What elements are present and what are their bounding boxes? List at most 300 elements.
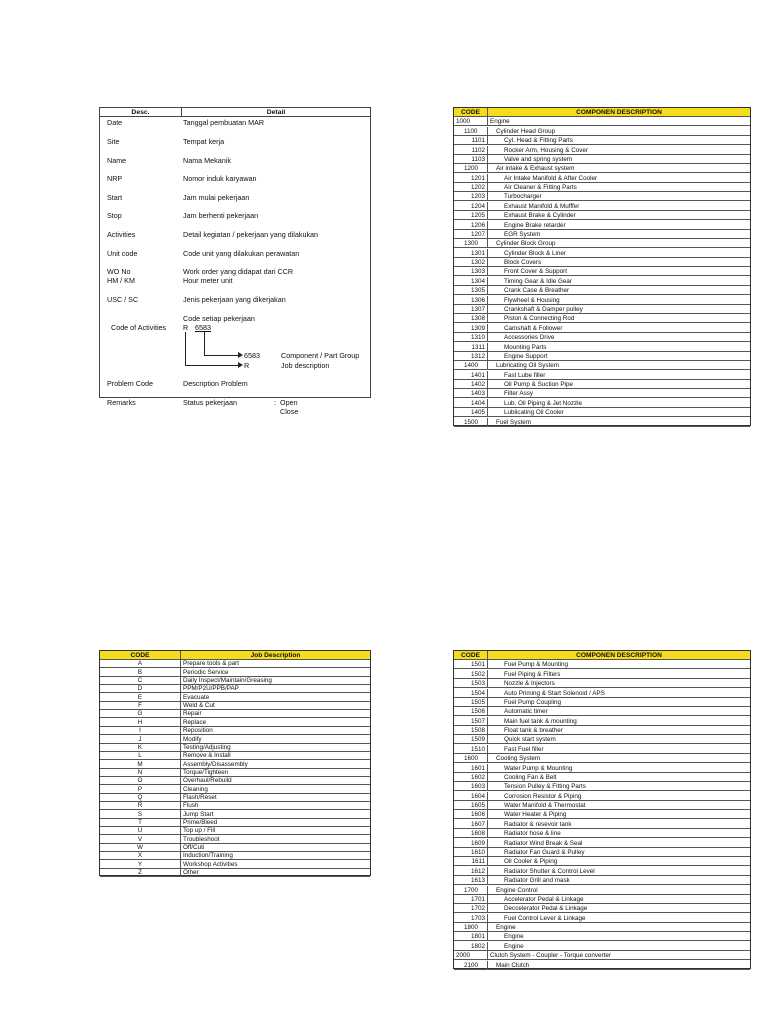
code-example-number: 6583 <box>195 323 211 332</box>
table-row <box>100 868 370 877</box>
table-row-code: 1102 <box>454 146 488 155</box>
table-row <box>454 277 750 286</box>
legend-label-site: Site <box>107 137 120 146</box>
table-row-description: Radiator Wind Break & Seal <box>504 839 583 847</box>
table-row-description: Cylinder Block & Liner <box>504 249 566 257</box>
table-row <box>454 418 750 427</box>
legend-label-stop: Stop <box>107 211 122 220</box>
table-row-code: 1311 <box>454 343 488 352</box>
table-row <box>454 296 750 305</box>
table-row-description: Oil Pump & Suction Pipe <box>504 381 573 389</box>
legend-label-usc-sc: USC / SC <box>107 295 139 304</box>
table-row-description: Lublicating Oil Cooler <box>504 409 564 417</box>
table-row-description: Fast Lube filler <box>504 371 546 379</box>
table-row-code: 1401 <box>454 371 488 380</box>
table-row-code: 1501 <box>454 660 488 669</box>
table-row-code: 1205 <box>454 211 488 220</box>
legend-detail-code-of-activities: Code setiap pekerjaan <box>183 314 255 323</box>
legend-label-remarks: Remarks <box>107 398 136 407</box>
table-row-description: Cooling Fan & Belt <box>504 773 557 781</box>
table-row-code: 1611 <box>454 857 488 866</box>
table-row <box>454 333 750 342</box>
table-row <box>454 305 750 314</box>
legend-label-hm-km: HM / KM <box>107 276 135 285</box>
table-row-description: Engine Brake retarder <box>504 221 566 229</box>
table-row-description: Replace <box>183 718 207 726</box>
table-row-code: 2100 <box>454 961 488 970</box>
legend-detail-wo-no: Work order yang didapat dari CCR <box>183 267 294 276</box>
table-row-description: Crankshaft & Damper pulley <box>504 305 583 313</box>
table-row-code: 2000 <box>454 951 488 960</box>
table-row-description: Workshop Activities <box>183 860 238 868</box>
table-row <box>454 773 750 782</box>
legend-label-start: Start <box>107 193 123 202</box>
table-row-description: Accessories Drive <box>504 334 555 342</box>
legend-detail-nrp: Nomor induk karyawan <box>183 174 257 183</box>
table-row <box>454 361 750 370</box>
table-row-code: 1103 <box>454 155 488 164</box>
table-row-code: 1100 <box>454 127 488 136</box>
table-row <box>454 886 750 895</box>
table-row-description: Main Clutch <box>496 961 530 969</box>
table-row-description: Cleaning <box>183 785 208 793</box>
table-row-code: 1304 <box>454 277 488 286</box>
table-row-code: Y <box>100 860 181 869</box>
table-row-description: Fast Fuel filler <box>504 745 544 753</box>
table-row-description: Water Manifold & Thermostat <box>504 802 586 810</box>
table-row-description: Air Intake Manifold & After Cooler <box>504 174 598 182</box>
table-row-description: Block Covers <box>504 259 542 267</box>
table-row <box>454 660 750 669</box>
table-row-code: 1201 <box>454 174 488 183</box>
table-row <box>454 754 750 763</box>
table-row-description: Fuel Piping & Filters <box>504 670 561 678</box>
table-row <box>454 146 750 155</box>
table-row <box>454 820 750 829</box>
table-row-code: A <box>100 659 181 668</box>
comp1-header-row-code: CODE <box>454 108 488 117</box>
table-row-code: U <box>100 826 181 835</box>
table-row-description: Fuel System <box>496 418 531 426</box>
table-row-description: Weld & Cut <box>183 702 215 710</box>
table-row <box>454 961 750 970</box>
table-row-description: Torque/Tighteen <box>183 768 229 776</box>
legend-detail-remarks: Status pekerjaan <box>183 398 237 407</box>
table-row-code: 1802 <box>454 942 488 951</box>
table-row-code: 1300 <box>454 239 488 248</box>
table-row-code: P <box>100 785 181 794</box>
table-row <box>454 155 750 164</box>
table-row-code: 1602 <box>454 773 488 782</box>
table-row-code: 1507 <box>454 717 488 726</box>
table-row-code: 1203 <box>454 192 488 201</box>
table-row-description: Corrosion Resistor & Piping <box>504 792 582 800</box>
table-row <box>454 183 750 192</box>
table-row-description: Flash/Reset <box>183 793 217 801</box>
component-table-2 <box>453 650 751 969</box>
table-row-description: Front Cover & Support <box>504 268 567 276</box>
status-separator: : <box>274 398 276 407</box>
table-row-description: Modify <box>183 735 202 743</box>
legend-label-name: Name <box>107 156 127 165</box>
table-row-code: 1310 <box>454 333 488 342</box>
job-description-table <box>99 650 371 876</box>
arrow-right-icon <box>238 362 243 368</box>
table-row-code: 1305 <box>454 286 488 295</box>
table-row-description: Oil Cooler & Piping <box>504 858 558 866</box>
table-row-description: Prepare tools & part <box>183 660 240 668</box>
table-row-description: Cylinder Head Group <box>496 127 556 135</box>
table-row <box>454 221 750 230</box>
table-row-description: Tension Pulley & Fitting Parts <box>504 783 586 791</box>
table-row <box>454 192 750 201</box>
legend-detail-name: Nama Mekanik <box>183 156 231 165</box>
table-row <box>454 286 750 295</box>
arrow-right-icon <box>238 352 243 358</box>
table-row <box>454 343 750 352</box>
table-row-code: 1402 <box>454 380 488 389</box>
table-row-description: Lub. Oil Piping & Jet Nozzle <box>504 399 583 407</box>
table-row <box>454 839 750 848</box>
table-row <box>454 735 750 744</box>
table-row <box>454 211 750 220</box>
table-row-code: 1504 <box>454 689 488 698</box>
arrow-meaning-component: Component / Part Group <box>281 351 360 360</box>
table-row-code: 1509 <box>454 735 488 744</box>
table-row-code: H <box>100 718 181 727</box>
table-row <box>454 810 750 819</box>
table-row <box>454 324 750 333</box>
table-row-code: 1502 <box>454 670 488 679</box>
table-row-code: 1207 <box>454 230 488 239</box>
legend-header-desc: Desc. <box>100 108 181 117</box>
table-row-description: Troubleshoot <box>183 835 220 843</box>
table-row <box>454 399 750 408</box>
table-row-code: 1606 <box>454 810 488 819</box>
legend-detail-problem-code: Description Problem <box>183 379 248 388</box>
table-row-description: Flywheel & Housing <box>504 296 560 304</box>
table-row-description: Air intake & Exhaust system <box>496 165 575 173</box>
table-row-code: 1505 <box>454 698 488 707</box>
table-row-description: Other <box>183 869 199 877</box>
table-row-code: 1500 <box>454 418 488 427</box>
table-row-code: 1607 <box>454 820 488 829</box>
table-row-description: Piston & Connecting Rod <box>504 315 575 323</box>
table-row <box>454 801 750 810</box>
table-row-code: J <box>100 735 181 744</box>
legend-header-detail: Detail <box>181 108 371 117</box>
table-row <box>454 230 750 239</box>
table-row-description: Exhaust Manifold & Mufffer <box>504 202 580 210</box>
connector-branch-number <box>204 355 238 356</box>
table-row-code: 1404 <box>454 399 488 408</box>
table-row-description: Mounting Parts <box>504 343 547 351</box>
table-row <box>454 942 750 951</box>
table-row-description: Cyl. Head & Fitting Parts <box>504 137 573 145</box>
table-row-code: 1613 <box>454 876 488 885</box>
table-row <box>454 792 750 801</box>
table-row-code: 1405 <box>454 408 488 417</box>
table-row-description: Nozzle & Injectors <box>504 680 555 688</box>
table-row-code: 1801 <box>454 932 488 941</box>
table-row <box>454 371 750 380</box>
table-row-description: Lubricating Oil System <box>496 362 559 370</box>
table-row-code: O <box>100 776 181 785</box>
table-row <box>454 867 750 876</box>
table-row <box>454 136 750 145</box>
table-row <box>454 857 750 866</box>
table-row <box>454 726 750 735</box>
table-row-code: 1503 <box>454 679 488 688</box>
table-row-description: Repair <box>183 710 202 718</box>
table-row-description: Radiator Fan Guard & Pulley <box>504 848 585 856</box>
table-row-code: 1303 <box>454 267 488 276</box>
table-row <box>454 895 750 904</box>
table-row-code: K <box>100 743 181 752</box>
table-row-description: Accelerator Pedal & Linkage <box>504 895 584 903</box>
table-row-code: 1701 <box>454 895 488 904</box>
table-row-code: 1000 <box>454 117 488 126</box>
table-row-code: X <box>100 851 181 860</box>
legend-detail-start: Jam mulai pekerjaan <box>183 193 250 202</box>
table-row <box>454 202 750 211</box>
comp2-header-row-code: CODE <box>454 651 488 660</box>
table-row-description: EGR System <box>504 230 541 238</box>
table-row <box>454 717 750 726</box>
legend-label-nrp: NRP <box>107 174 123 183</box>
table-row-description: Engine Control <box>496 886 538 894</box>
arrow-code-letter: R <box>244 361 250 370</box>
comp1-header-row-description: COMPONEN DESCRIPTION <box>576 109 662 116</box>
table-row-description: Overhaul/Rebuild <box>183 777 232 785</box>
comp2-header-row <box>454 651 750 660</box>
table-row-code: 1601 <box>454 764 488 773</box>
arrow-meaning-job: Job description <box>281 361 330 370</box>
component-table-1 <box>453 107 751 426</box>
table-row-code: 1306 <box>454 296 488 305</box>
table-row <box>454 848 750 857</box>
table-row-code: 1604 <box>454 792 488 801</box>
legend-detail-date: Tanggal pembuatan MAR <box>183 118 265 127</box>
table-row-description: Float tank & breather <box>504 727 563 735</box>
legend-label-unit-code: Unit code <box>107 249 138 258</box>
table-row-description: Top up / Fill <box>183 827 216 835</box>
comp1-header-row <box>454 108 750 117</box>
legend-detail-site: Tempat kerja <box>183 137 225 146</box>
table-row-description: Radiator hose & line <box>504 830 561 838</box>
table-row-code: G <box>100 709 181 718</box>
table-row-description: Engine <box>504 933 524 941</box>
connector-line-number <box>204 332 205 355</box>
table-row-code: 1605 <box>454 801 488 810</box>
table-row-description: Prime/Bleed <box>183 819 218 826</box>
status-open: Open <box>280 398 298 407</box>
table-row-description: Air Cleaner & Fitting Parts <box>504 184 577 192</box>
table-row-code: 1609 <box>454 839 488 848</box>
table-row-description: Engine Support <box>504 352 548 360</box>
table-row-description: Induction/Training <box>183 852 233 860</box>
legend-table <box>99 107 371 416</box>
table-row-code: 1702 <box>454 904 488 913</box>
table-row-code: 1608 <box>454 829 488 838</box>
table-row-code: 1312 <box>454 352 488 361</box>
table-row-code: D <box>100 684 181 693</box>
table-row-description: Auto Priming & Start Solenoid / APS <box>504 689 605 697</box>
table-row <box>454 174 750 183</box>
table-row-code: 1302 <box>454 258 488 267</box>
table-row-description: Filter Assy <box>504 390 534 398</box>
table-row-description: Valve and spring system <box>504 155 573 163</box>
table-row-description: Engine <box>496 924 516 932</box>
legend-detail-hm-km: Hour meter unit <box>183 276 233 285</box>
table-row-description: Automatic timer <box>504 708 548 716</box>
table-row-description: Cylinder Block Group <box>496 240 556 248</box>
table-row-description: Flush <box>183 802 199 810</box>
table-row <box>454 876 750 885</box>
table-row <box>454 249 750 258</box>
legend-detail-usc-sc: Jenis pekerjaan yang dikerjakan <box>183 295 286 304</box>
table-row-code: N <box>100 768 181 777</box>
legend-detail-stop: Jam berhenti pekerjaan <box>183 211 259 220</box>
table-row-code: 1700 <box>454 886 488 895</box>
table-row-code: R <box>100 801 181 810</box>
table-row <box>454 745 750 754</box>
table-row-description: Cooling System <box>496 755 541 763</box>
table-row-code: B <box>100 668 181 677</box>
table-row <box>454 679 750 688</box>
table-row-description: Daily Inspect/Maintain/Greasing <box>183 677 272 685</box>
table-row-code: 1506 <box>454 707 488 716</box>
table-row-description: Radiator & resevoir tank <box>504 820 572 828</box>
table-row <box>454 314 750 323</box>
table-row <box>454 923 750 932</box>
table-row-description: Water Heater & Piping <box>504 811 567 819</box>
legend-label-problem-code: Problem Code <box>107 379 153 388</box>
table-row-description: Evacuate <box>183 693 210 701</box>
table-row-code: W <box>100 843 181 852</box>
table-row <box>454 689 750 698</box>
table-row-description: Radiator Grill and mask <box>504 877 570 885</box>
table-row <box>454 267 750 276</box>
table-row-code: 1603 <box>454 782 488 791</box>
table-row-code: 1301 <box>454 249 488 258</box>
legend-label-wo-no: WO No <box>107 267 131 276</box>
table-row-description: Exhaust Brake & Cylinder <box>504 212 576 220</box>
table-row-code: 1510 <box>454 745 488 754</box>
code-example-prefix: R <box>183 323 189 332</box>
table-row-code: I <box>100 726 181 735</box>
table-row-code: M <box>100 760 181 769</box>
table-row-description: Water Pump & Mounting <box>504 764 573 772</box>
table-row-code: 1800 <box>454 923 488 932</box>
table-row-code: 1612 <box>454 867 488 876</box>
table-row <box>454 117 750 126</box>
table-row <box>454 707 750 716</box>
table-row-description: Fuel Pump Coupling <box>504 698 562 706</box>
table-row <box>454 764 750 773</box>
table-row-code: C <box>100 676 181 685</box>
table-row <box>454 951 750 960</box>
table-row-description: Periodic Service <box>183 668 229 676</box>
table-row <box>454 698 750 707</box>
jobs-header-row-code: CODE <box>100 651 181 660</box>
table-row <box>454 239 750 248</box>
table-row-description: Fuel Control Lever & Linkage <box>504 914 586 922</box>
table-row-description: Turbocharger <box>504 193 542 201</box>
table-row-code: 1307 <box>454 305 488 314</box>
table-row-code: L <box>100 751 181 760</box>
legend-detail-activities: Detail kegiatan / pekerjaan yang dilakukan <box>183 230 319 239</box>
table-row <box>454 258 750 267</box>
table-row-description: Rocker Arm, Housing & Cover <box>504 146 588 154</box>
table-row-code: 1101 <box>454 136 488 145</box>
table-row <box>454 127 750 136</box>
comp2-header-row-description: COMPONEN DESCRIPTION <box>576 652 662 659</box>
table-row-description: Quick start system <box>504 736 556 744</box>
table-row-description: Off/Cuti <box>183 844 205 852</box>
connector-branch-r <box>185 365 238 366</box>
table-row-code: 1703 <box>454 914 488 923</box>
table-row-description: PPM/P2U/PPB/PAP <box>183 685 239 693</box>
table-row-description: Engine <box>504 942 524 950</box>
table-row-code: 1309 <box>454 324 488 333</box>
table-row <box>454 914 750 923</box>
table-row-code: 1403 <box>454 389 488 398</box>
table-row <box>454 380 750 389</box>
table-row <box>454 782 750 791</box>
table-row-description: Clutch System - Coupler - Torque converter <box>490 952 611 960</box>
table-row-description: Testing/Adjusting <box>183 743 231 751</box>
table-row-code: 1508 <box>454 726 488 735</box>
table-row-description: Fuel Pump & Mounting <box>504 661 569 669</box>
table-row-code: V <box>100 835 181 844</box>
table-row-code: 1600 <box>454 754 488 763</box>
table-row-description: Reposition <box>183 727 213 735</box>
table-row <box>454 389 750 398</box>
table-row-description: Radiator Shutter & Control Level <box>504 867 595 875</box>
table-row-description: Deccelerator Pedal & Linkage <box>504 905 588 913</box>
table-row-description: Remove & Install <box>183 752 231 760</box>
table-row-code: F <box>100 701 181 710</box>
table-row-code: 1206 <box>454 221 488 230</box>
table-row-code: 1202 <box>454 183 488 192</box>
table-row-code: S <box>100 810 181 819</box>
table-row-code: 1400 <box>454 361 488 370</box>
jobs-header-row-description: Job Description <box>250 652 301 659</box>
table-row <box>454 408 750 417</box>
table-row-code: 1204 <box>454 202 488 211</box>
table-row-description: Main fuel tank & mounting <box>504 717 577 725</box>
table-row <box>454 164 750 173</box>
table-row-description: Crank Case & Breather <box>504 287 570 295</box>
table-row <box>454 932 750 941</box>
table-row-code: 1308 <box>454 314 488 323</box>
table-row <box>454 670 750 679</box>
table-row-description: Assembly/Disassembly <box>183 760 248 768</box>
table-row-code: Q <box>100 793 181 802</box>
table-row <box>454 829 750 838</box>
table-row-code: 1200 <box>454 164 488 173</box>
table-row-description: Jump Start <box>183 810 214 818</box>
legend-label-date: Date <box>107 118 123 127</box>
connector-line-r <box>185 332 186 365</box>
status-close: Close <box>280 407 299 416</box>
table-row <box>454 352 750 361</box>
legend-detail-unit-code: Code unit yang dilakukan perawatan <box>183 249 300 258</box>
table-row-code: E <box>100 693 181 702</box>
table-row-code: T <box>100 818 181 827</box>
legend-header-divider <box>181 108 182 117</box>
